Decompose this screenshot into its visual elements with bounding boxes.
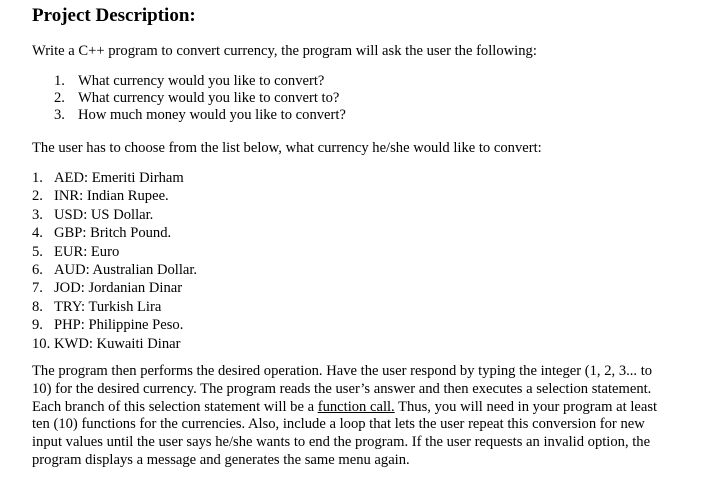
list-item [54,107,346,124]
list-item-number: 7. [32,280,43,297]
list-item-number: 6. [32,262,43,279]
list-item-text: AED: Emeriti Dirham [54,170,184,186]
list-item [32,187,197,205]
list-item-text: What currency would you like to convert to? [78,90,340,106]
list-item-text: JOD: Jordanian Dinar [54,280,183,297]
list-item [32,316,197,334]
list-item-number: 3. [54,107,65,123]
list-item-text: USD: US Dollar. [54,206,154,223]
description-paragraph [32,363,664,470]
list-item-number: 8. [32,298,43,315]
list-item [32,298,197,316]
paragraph-text: Thus, you will need in your program at least [394,398,658,415]
list-item [32,279,197,297]
list-item-number: 10. [32,335,51,352]
list-item [32,169,197,187]
choose-text: The user has to choose from the list below, what currency he/she would like to convert: [32,140,542,156]
list-item-text: GBP: Britch Pound. [54,225,172,242]
list-item-text: EUR: Euro [54,243,120,260]
paragraph-line: input values until the user says he/she wants to end the program. If the user requests an invalid option, the [32,434,651,451]
list-item-text: How much money would you like to convert? [78,107,346,123]
paragraph-line: 10) for the desired currency. The program reads the user’s answer and then executes a selection statement. [32,380,652,397]
list-item-text: AUD: Australian Dollar. [54,262,198,279]
question-list [54,73,346,124]
intro-text: Write a C++ program to convert currency, the program will ask the user the following: [32,43,537,59]
list-item-number: 1. [54,73,65,89]
list-item [54,90,346,107]
paragraph-line: program displays a message and generates the same menu again. [32,451,410,468]
list-item-text: PHP: Philippine Peso. [54,317,184,334]
list-item-text: What currency would you like to convert? [78,73,325,89]
paragraph-text: Each branch of this selection statement will be a [32,398,318,415]
list-item-number: 3. [32,206,43,223]
list-item-text: KWD: Kuwaiti Dinar [54,335,181,352]
list-item-number: 2. [54,90,65,106]
list-item [32,261,197,279]
paragraph-line: The program then performs the desired operation. Have the user respond by typing the integer (1, 2, 3... to [32,363,653,379]
list-item-text: TRY: Turkish Lira [54,298,162,315]
list-item-number: 9. [32,317,43,334]
list-item-number: 4. [32,225,43,242]
paragraph-line [32,399,664,417]
list-item [32,224,197,242]
currency-list [32,169,197,353]
list-item [32,335,197,353]
list-item-number: 5. [32,243,43,260]
list-item-text: INR: Indian Rupee. [54,188,169,205]
list-item [54,73,346,90]
paragraph-line: ten (10) functions for the currencies. Also, include a loop that lets the user repeat this conversion for new [32,416,645,433]
list-item [32,243,197,261]
list-item-number: 1. [32,170,43,186]
list-item-number: 2. [32,188,43,205]
page-title: Project Description: [32,5,196,26]
list-item [32,206,197,224]
function-call-link: function call. [317,398,395,415]
